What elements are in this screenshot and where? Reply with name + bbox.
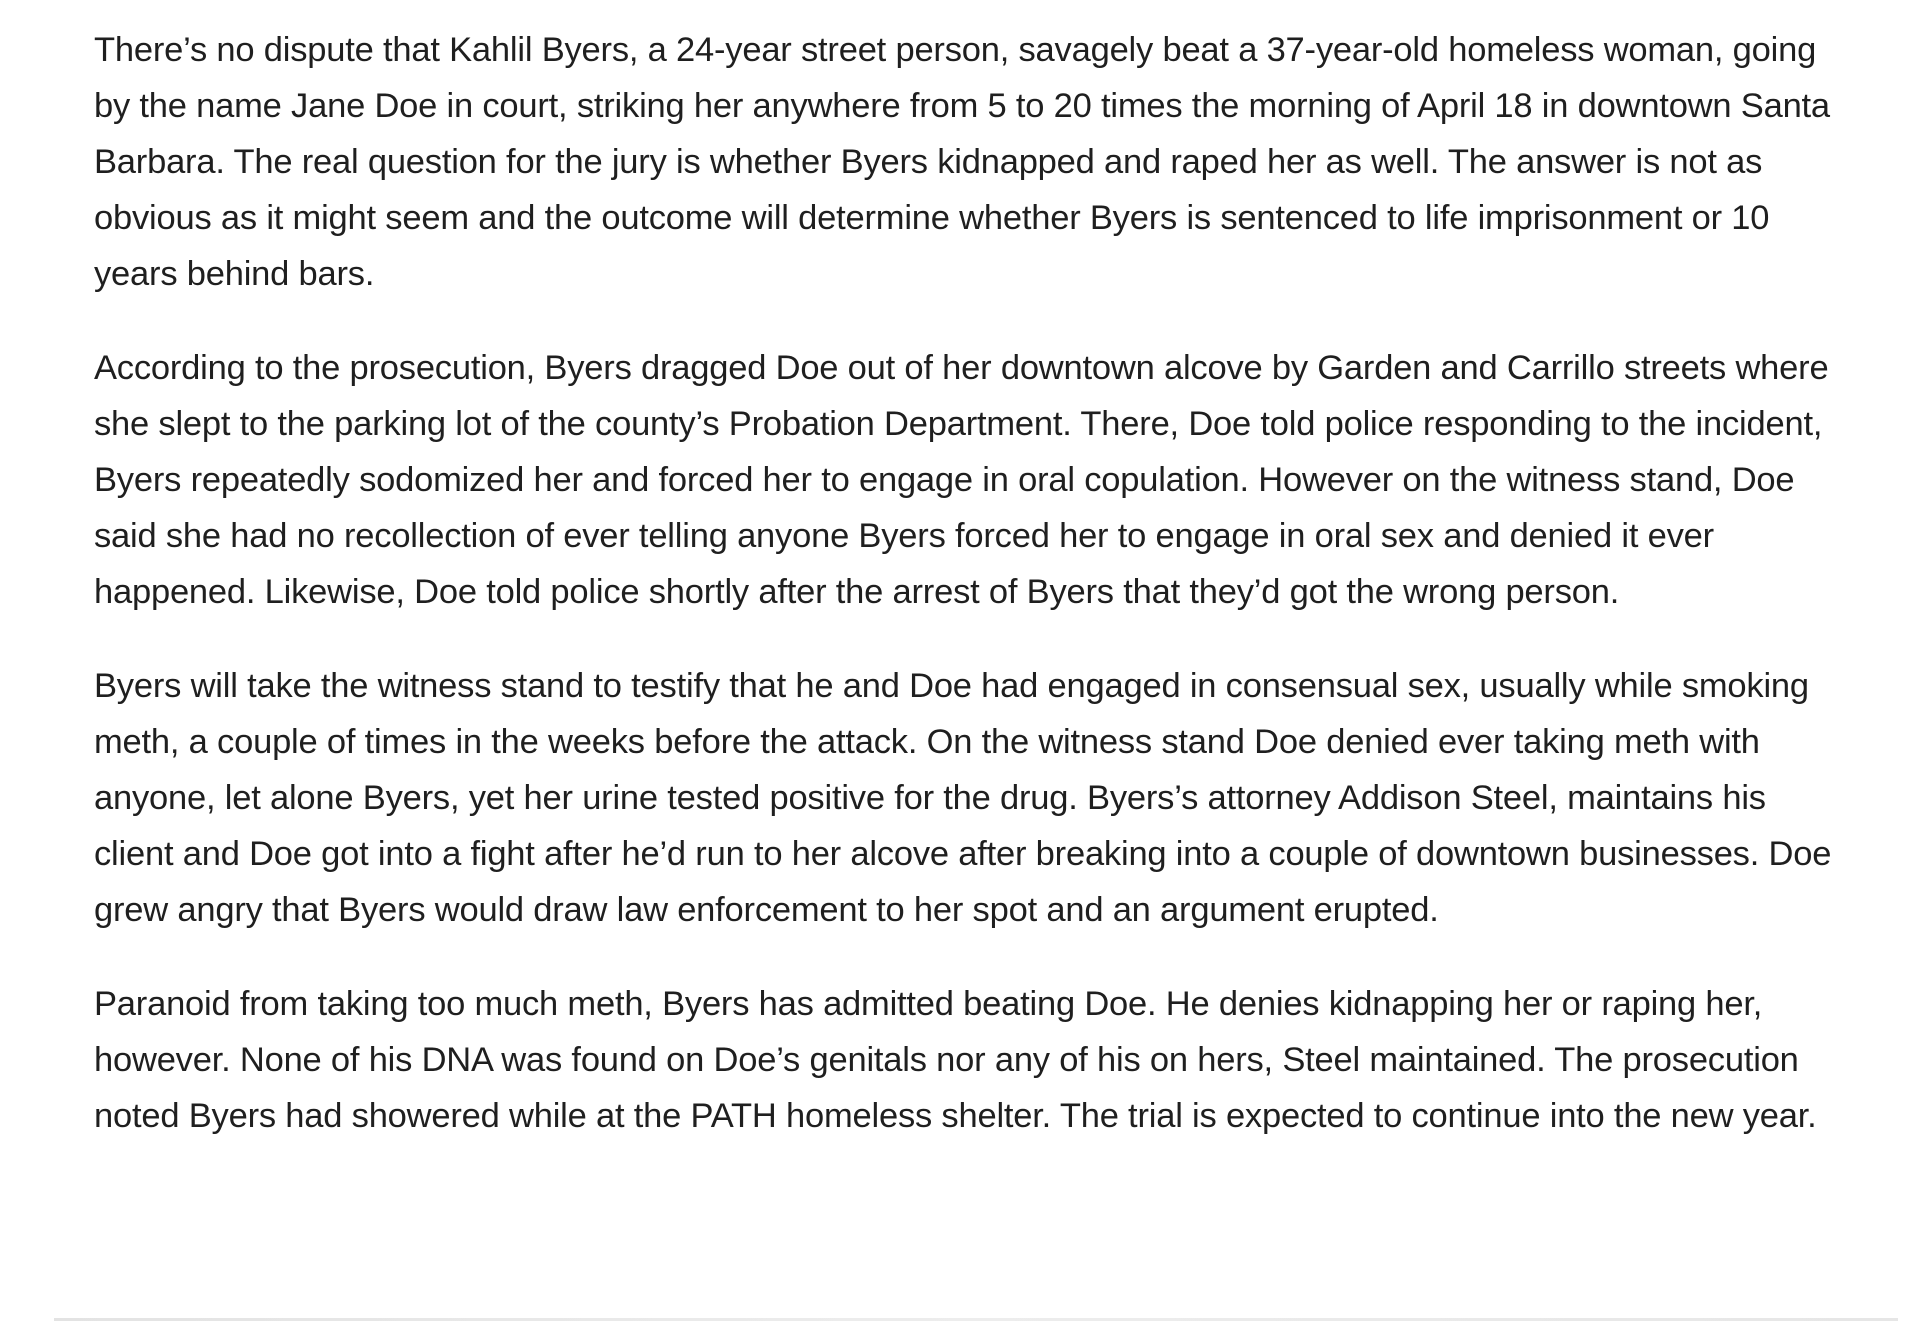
paragraph-3: Byers will take the witness stand to testify that he and Doe had engaged in consensual sex, usually while smoking meth, a couple of times in the weeks before the attack. On the witness stand Doe denied ever taking meth with anyone, let alone Byers, yet her urine tested positive for the drug. Byers’s attorney Addison Steel, maintains his client and Doe got into a fight after he’d run to her alcove after breaking into a couple of downtown businesses. Doe grew angry that Byers would draw law enforcement to her spot and an argument erupted. (94, 667, 1832, 929)
bottom-divider (54, 1318, 1898, 1321)
paragraph-2: According to the prosecution, Byers dragged Doe out of her downtown alcove by Garden and Carrillo streets where she slept to the parking lot of the county’s Probation Department. There, Doe told police responding to the incident, Byers repeatedly sodomized her and forced her to engage in oral copulation. However on the witness stand, Doe said she had no recollection of ever telling anyone Byers forced her to engage in oral sex and denied it ever happened. Likewise, Doe told police shortly after the arrest of Byers that they’d got the wrong person. (94, 349, 1829, 611)
paragraph-1: There’s no dispute that Kahlil Byers, a 24-year street person, savagely beat a 37-year-old homeless woman, going by the name Jane Doe in court, striking her anywhere from 5 to 20 times the morning of April 18 in downtown Santa Barbara. The real question for the jury is whether Byers kidnapped and raped her as well. The answer is not as obvious as it might seem and the outcome will determine whether Byers is sentenced to life imprisonment or 10 years behind bars. (94, 31, 1830, 293)
article-body (94, 22, 1834, 1182)
paragraph-4: Paranoid from taking too much meth, Byers has admitted beating Doe. He denies kidnapping her or raping her, however. None of his DNA was found on Doe’s genitals nor any of his on hers, Steel maintained. The prosecution noted Byers had showered while at the PATH homeless shelter. The trial is expected to continue into the new year. (94, 985, 1817, 1135)
